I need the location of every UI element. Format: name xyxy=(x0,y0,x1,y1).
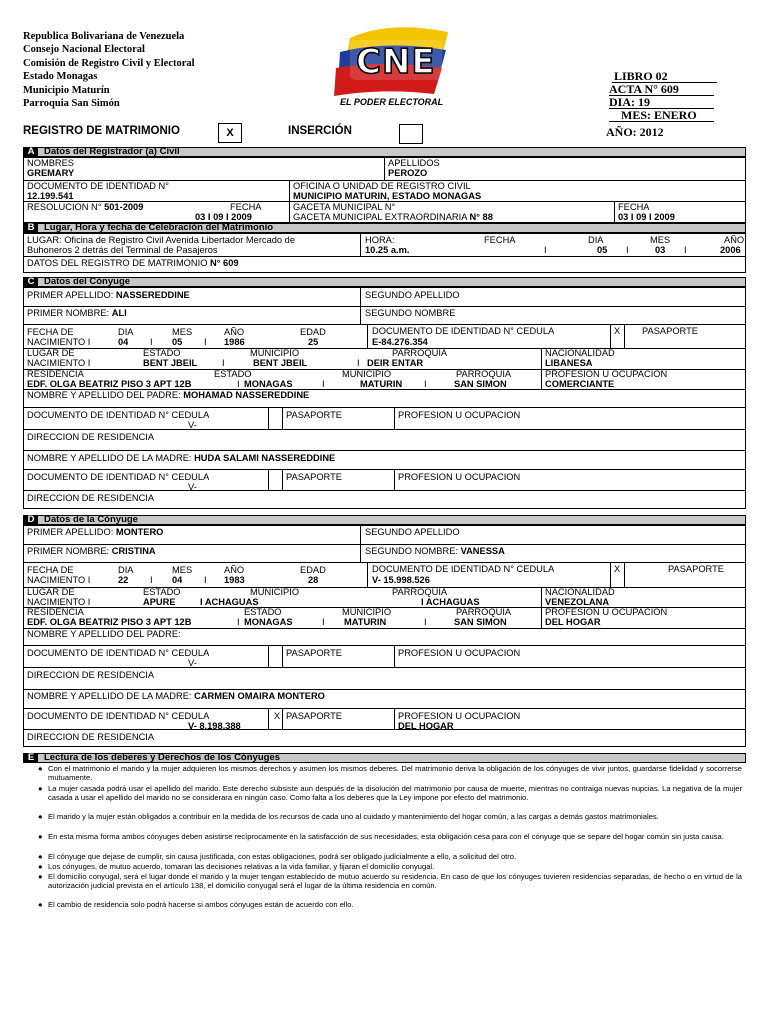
gaceta-fecha-value: 03 I 09 I 2009 xyxy=(618,212,675,222)
padre-doc-label: DOCUMENTO DE IDENTIDAD N° CEDULA xyxy=(27,410,210,420)
gaceta-ext-value: N° 88 xyxy=(469,212,493,222)
estado-label: ESTADO xyxy=(143,348,181,358)
madre-doc-value: V- xyxy=(188,482,197,492)
edad-value: 25 xyxy=(308,337,319,347)
section-letter: A xyxy=(24,148,38,156)
registro-matrimonio-label: REGISTRO DE MATRIMONIO xyxy=(23,125,180,137)
madre-pasaporte-label: PASAPORTE xyxy=(286,472,342,482)
apellidos-label: APELLIDOS xyxy=(388,158,440,168)
anio-field: AÑO: 2012 xyxy=(606,125,664,139)
lugar-nac-label-1: LUGAR DE xyxy=(27,348,75,358)
hora-value: 10.25 a.m. xyxy=(365,245,410,255)
registrar-doc-value: 12.199.541 xyxy=(27,191,74,201)
dia-value: 22 xyxy=(118,575,129,585)
dia-value: DIA: 19 xyxy=(609,95,650,109)
residencia-value: EDF. OLGA BEATRIZ PISO 3 APT 12B xyxy=(27,379,192,389)
profesion-label: PROFESION U OCUPACION xyxy=(545,369,668,379)
oficina-value: MUNICIPIO MATURIN, ESTADO MONAGAS xyxy=(293,191,482,201)
madre-nombre xyxy=(27,691,325,701)
field-label: NOMBRE Y APELLIDO DEL PADRE: xyxy=(27,390,181,400)
parroquia-value: DEIR ENTAR xyxy=(367,358,424,368)
hora-label: HORA: xyxy=(365,235,395,245)
madre-direccion-label: DIRECCION DE RESIDENCIA xyxy=(27,493,155,503)
issuer-line: Estado Monagas xyxy=(23,71,98,83)
field-label: NOMBRE Y APELLIDO DE LA MADRE: xyxy=(27,453,192,463)
dia-value: 04 xyxy=(118,337,129,347)
section-letter: E xyxy=(24,754,38,762)
municipio-value: BENT JBEIL xyxy=(143,358,198,368)
madre-doc-label: DOCUMENTO DE IDENTIDAD N° CEDULA xyxy=(27,711,210,721)
conyuge-nombre2-label: SEGUNDO NOMBRE xyxy=(365,308,456,318)
profesion-label: PROFESION U OCUPACION xyxy=(545,607,668,617)
field-label: SEGUNDO NOMBRE: xyxy=(365,546,458,556)
res-municipio-value: MATURIN xyxy=(344,617,387,627)
madre-profesion-value: DEL HOGAR xyxy=(398,721,454,731)
resolucion-fecha-value: 03 I 09 I 2009 xyxy=(195,212,252,222)
nombres-label: NOMBRES xyxy=(27,158,75,168)
acta-value: ACTA N° 609 xyxy=(609,82,679,96)
res-estado-value: MONAGAS xyxy=(244,617,293,627)
mes-label: MES xyxy=(172,565,193,575)
insercion-label: INSERCIÓN xyxy=(288,125,352,137)
section-a-header xyxy=(23,147,746,157)
field-value: HUDA SALAMI NASSEREDDINE xyxy=(194,453,336,463)
res-parroquia-value: SAN SIMON xyxy=(454,379,507,389)
estado-value: APURE xyxy=(143,597,176,607)
registro-matrimonio-checkbox[interactable]: X xyxy=(218,123,242,143)
conyuge-f-nombre2 xyxy=(365,546,505,556)
registro-datos-label xyxy=(27,258,239,268)
deber-item xyxy=(38,832,742,841)
section-d-header xyxy=(23,515,746,525)
gaceta-label: GACETA MUNICIPAL N° xyxy=(293,202,396,212)
edad-label: EDAD xyxy=(300,327,326,337)
field-value: CARMEN OMAIRA MONTERO xyxy=(194,691,325,701)
estado-label: ESTADO xyxy=(143,587,181,597)
anio-label: AÑO xyxy=(224,565,245,575)
doc-label: DOCUMENTO DE IDENTIDAD N° CEDULA xyxy=(372,326,555,336)
dia-label: DIA xyxy=(118,327,134,337)
madre-doc-mark: X xyxy=(274,711,281,721)
padre-pasaporte-label: PASAPORTE xyxy=(286,410,342,420)
padre-profesion-label: PROFESION U OCUPACION xyxy=(398,648,521,658)
cne-logo-caption: EL PODER ELECTORAL xyxy=(340,97,444,107)
section-title: Datos del Cónyuge xyxy=(44,276,131,287)
section-e-header xyxy=(23,753,746,763)
deber-item xyxy=(38,900,742,909)
deber-text: El domicilio conyugal, será el lugar donde el marido y la mujer tengan establecido de mutuo acuerdo su residencia. En caso de que los cónyuges tuvieren residencias separadas, de hecho o en virtud de la autorización judicial prevista en el artículo 138, el domicilio conyugal será el lugar de la última residencia en común. xyxy=(48,872,742,891)
ceremony-anio-value: 2006 xyxy=(720,245,741,255)
deber-item xyxy=(38,764,742,783)
deber-item xyxy=(38,862,742,871)
nacionalidad-value: LIBANESA xyxy=(545,358,593,368)
section-c-header xyxy=(23,277,746,287)
fecha-nac-label-2: NACIMIENTO I xyxy=(27,337,91,347)
doc-value: V- 15.998.526 xyxy=(372,575,430,585)
cne-logo-text: CNE xyxy=(356,42,436,82)
bullet-icon: ● xyxy=(38,784,43,793)
field-value: ALI xyxy=(111,308,127,318)
edad-value: 28 xyxy=(308,575,319,585)
municipio-label: MUNICIPIO xyxy=(250,587,300,597)
padre-profesion-label: PROFESION U OCUPACION xyxy=(398,410,521,420)
bullet-icon: ● xyxy=(38,832,43,841)
section-title: Lectura de los deberes y Derechos de los Cónyuges xyxy=(44,752,280,763)
deber-text: El cambio de residencia solo podrá hacerse si ambos cónyuges están de acuerdo con ello. xyxy=(48,900,354,909)
madre-profesion-label: PROFESION U OCUPACION xyxy=(398,472,521,482)
anio-value: 1986 xyxy=(224,337,245,347)
madre-profesion-label: PROFESION U OCUPACION xyxy=(398,711,521,721)
lugar-nac-label-2: NACIMIENTO I xyxy=(27,358,91,368)
insercion-checkbox[interactable] xyxy=(399,124,423,144)
section-title: Datos del Registrador (a) Civil xyxy=(44,146,180,157)
pasaporte-label: PASAPORTE xyxy=(642,326,698,336)
madre-doc-value: V- 8.198.388 xyxy=(188,721,241,731)
deber-item xyxy=(38,872,742,891)
deber-text: En esta misma forma ambos cónyuges deben asistirse recíprocamente en la satisfacción de sus necesidades, esta obligación cesa para con el cónyuge que se separe del hogar común sin justa causa. xyxy=(48,832,724,841)
nacionalidad-value: VENEZOLANA xyxy=(545,597,610,607)
parroquia-value: I ACHAGUAS xyxy=(421,597,480,607)
madre-pasaporte-label: PASAPORTE xyxy=(286,711,342,721)
field-value: MONTERO xyxy=(115,527,164,537)
deber-item xyxy=(38,812,742,821)
ceremony-dia-value: 05 xyxy=(597,245,608,255)
res-municipio-value: MATURIN xyxy=(360,379,403,389)
bullet-icon: ● xyxy=(38,862,43,871)
registrar-doc-label: DOCUMENTO DE IDENTIDAD N° xyxy=(27,181,169,191)
lugar-nac-label-2: NACIMIENTO I xyxy=(27,597,91,607)
deber-text: El marido y la mujer están obligados a contribuir en la medida de los recursos de cada uno al cuidado y mantenimiento del hogar común, a las cargas a demás gastos matrimoniales. xyxy=(48,812,659,821)
deber-text: Con el matrimonio el marido y la mujer adquieren los mismos derechos y asumen los mismos deberes. Del matrimonio deriva la obligación de los cónyuges de vivir juntos, guardarse fidelidad y socorrerse mutuamente. xyxy=(48,764,742,783)
profesion-value: COMERCIANTE xyxy=(545,379,615,389)
residencia-label: RESIDENCIA xyxy=(27,607,84,617)
madre-doc-label: DOCUMENTO DE IDENTIDAD N° CEDULA xyxy=(27,472,210,482)
edad-label: EDAD xyxy=(300,565,326,575)
libro-value: LIBRO 02 xyxy=(614,69,668,83)
dia-label: DIA xyxy=(118,565,134,575)
section-title: Datos de la Cónyuge xyxy=(44,514,138,525)
ceremony-anio-label: AÑO xyxy=(724,235,745,245)
pasaporte-label: PASAPORTE xyxy=(668,564,724,574)
padre-nombre xyxy=(27,390,309,400)
res-estado-label: ESTADO xyxy=(214,369,252,379)
resolucion-text: RESOLUCION N° xyxy=(27,202,102,212)
padre-doc-label: DOCUMENTO DE IDENTIDAD N° CEDULA xyxy=(27,648,210,658)
nacionalidad-label: NACIONALIDAD xyxy=(545,348,615,358)
section-letter: C xyxy=(24,278,38,286)
res-parroquia-label: PARROQUIA xyxy=(456,369,512,379)
doc-mark: X xyxy=(614,564,621,574)
deber-text: Los cónyuges, de mutuo acuerdo, tomaran las decisiones relativas a la vida familiar, y fijaran el domicilio conyugal. xyxy=(48,862,435,871)
deber-text: La mujer casada podrá usar el apellido del marido. Este derecho subsiste aun después de la disolución del matrimonio por causa de muerte, mientras no contraiga nuevas nupcias. La negativa de la mujer casada a usar el apellido del marido no se considerara en ningún caso. Como falta a los deberes que la Ley impone por efecto del matrimonio. xyxy=(48,784,742,803)
field-label: PRIMER APELLIDO: xyxy=(27,527,114,537)
fecha-nac-label-1: FECHA DE xyxy=(27,327,74,337)
ceremony-mes-value: 03 xyxy=(655,245,666,255)
section-b-header xyxy=(23,223,746,233)
registro-datos-value: N° 609 xyxy=(210,258,239,268)
padre-nombre-label: NOMBRE Y APELLIDO DEL PADRE: xyxy=(27,629,181,639)
section-letter: B xyxy=(24,224,38,232)
profesion-value: DEL HOGAR xyxy=(545,617,601,627)
nombres-value: GREMARY xyxy=(27,168,75,178)
resolucion-value: 501-2009 xyxy=(104,202,144,212)
section-title: Lugar, Hora y fecha de Celebración del Matrimonio xyxy=(44,222,274,233)
res-estado-value: MONAGAS xyxy=(244,379,293,389)
gaceta-fecha-label: FECHA xyxy=(618,202,650,212)
section-letter: D xyxy=(24,516,38,524)
lugar-line-2: Buhoneros 2 detrás del Terminal de Pasajeros xyxy=(27,245,218,255)
issuer-line: Republica Bolivariana de Venezuela xyxy=(23,31,185,42)
registro-datos-text: DATOS DEL REGISTRO DE MATRIMONIO xyxy=(27,258,208,268)
field-label: NOMBRE Y APELLIDO DE LA MADRE: xyxy=(27,691,192,701)
field-label: PRIMER APELLIDO: xyxy=(27,290,114,300)
bullet-icon: ● xyxy=(38,900,43,909)
field-value: CRISTINA xyxy=(111,546,156,556)
res-municipio-label: MUNICIPIO xyxy=(342,607,392,617)
padre-direccion-label: DIRECCION DE RESIDENCIA xyxy=(27,670,155,680)
resolucion-fecha-label: FECHA xyxy=(230,202,262,212)
estado-value: BENT JBEIL xyxy=(253,358,308,368)
fecha-nac-label-2: NACIMIENTO I xyxy=(27,575,91,585)
conyuge-apellido1 xyxy=(27,290,190,300)
mes-label: MES xyxy=(172,327,193,337)
residencia-label: RESIDENCIA xyxy=(27,369,84,379)
field-value: NASSEREDDINE xyxy=(115,290,190,300)
deber-item xyxy=(38,852,742,861)
conyuge-nombre1 xyxy=(27,308,127,318)
field-value: MOHAMAD NASSEREDDINE xyxy=(183,390,310,400)
fecha-nac-label-1: FECHA DE xyxy=(27,565,74,575)
parroquia-label: PARROQUIA xyxy=(392,587,448,597)
issuer-block xyxy=(23,30,195,110)
issuer-line: Consejo Nacional Electoral xyxy=(23,44,145,56)
mes-value: 05 xyxy=(172,337,183,347)
residencia-value: EDF. OLGA BEATRIZ PISO 3 APT 12B xyxy=(27,617,192,627)
field-label: PRIMER NOMBRE: xyxy=(27,308,110,318)
padre-doc-value: V- xyxy=(188,420,197,430)
cne-logo xyxy=(330,24,460,110)
municipio-label: MUNICIPIO xyxy=(250,348,300,358)
oficina-label: OFICINA O UNIDAD DE REGISTRO CIVIL xyxy=(293,181,471,191)
parroquia-label: PARROQUIA xyxy=(392,348,448,358)
ceremony-dia-label: DIA xyxy=(588,235,604,245)
mes-value: MES: ENERO xyxy=(621,108,697,122)
field-label: PRIMER NOMBRE: xyxy=(27,546,110,556)
conyuge-f-apellido1 xyxy=(27,527,163,537)
conyuge-apellido2-label: SEGUNDO APELLIDO xyxy=(365,290,460,300)
field-value: VANESSA xyxy=(460,546,505,556)
lugar-line-1: LUGAR: Oficina de Registro Civil Avenida Libertador Mercado de xyxy=(27,235,296,245)
municipio-value: I ACHAGUAS xyxy=(200,597,259,607)
anio-label: AÑO xyxy=(224,327,245,337)
issuer-line: Comisión de Registro Civil y Electoral xyxy=(23,57,195,69)
nacionalidad-label: NACIONALIDAD xyxy=(545,587,615,597)
mes-value: 04 xyxy=(172,575,183,585)
bullet-icon: ● xyxy=(38,764,43,773)
bullet-icon: ● xyxy=(38,872,43,881)
res-parroquia-label: PARROQUIA xyxy=(456,607,512,617)
deber-text: El cónyuge que dejase de cumplir, sin causa justificada, con estas obligaciones, podrá ser obligado judicialmente a ello, a solicitud del otro. xyxy=(48,852,517,861)
madre-direccion-label: DIRECCION DE RESIDENCIA xyxy=(27,732,155,742)
gaceta-ext-label xyxy=(293,212,493,222)
res-parroquia-value: SAN SIMON xyxy=(454,617,507,627)
padre-direccion-label: DIRECCION DE RESIDENCIA xyxy=(27,432,155,442)
gaceta-ext-text: GACETA MUNICIPAL EXTRAORDINARIA xyxy=(293,212,467,222)
madre-nombre xyxy=(27,453,335,463)
doc-label: DOCUMENTO DE IDENTIDAD N° CEDULA xyxy=(372,564,555,574)
issuer-line: Parroquia San Simón xyxy=(23,98,120,110)
apellidos-value: PEROZO xyxy=(388,168,428,178)
lugar-nac-label-1: LUGAR DE xyxy=(27,587,75,597)
bullet-icon: ● xyxy=(38,852,43,861)
resolucion-label xyxy=(27,202,143,212)
conyuge-f-nombre1 xyxy=(27,546,156,556)
mes-field xyxy=(609,109,714,122)
bullet-icon: ● xyxy=(38,812,43,821)
padre-doc-value: V- xyxy=(188,658,197,668)
doc-mark: X xyxy=(614,326,621,336)
deber-item xyxy=(38,784,742,803)
conyuge-f-apellido2-label: SEGUNDO APELLIDO xyxy=(365,527,460,537)
ceremony-fecha-label: FECHA xyxy=(484,235,516,245)
padre-pasaporte-label: PASAPORTE xyxy=(286,648,342,658)
anio-value: 1983 xyxy=(224,575,245,585)
issuer-line: Municipio Maturín xyxy=(23,84,110,96)
res-municipio-label: MUNICIPIO xyxy=(342,369,392,379)
doc-value: E-84.276.354 xyxy=(372,337,428,347)
res-estado-label: ESTADO xyxy=(244,607,282,617)
ceremony-mes-label: MES xyxy=(650,235,671,245)
